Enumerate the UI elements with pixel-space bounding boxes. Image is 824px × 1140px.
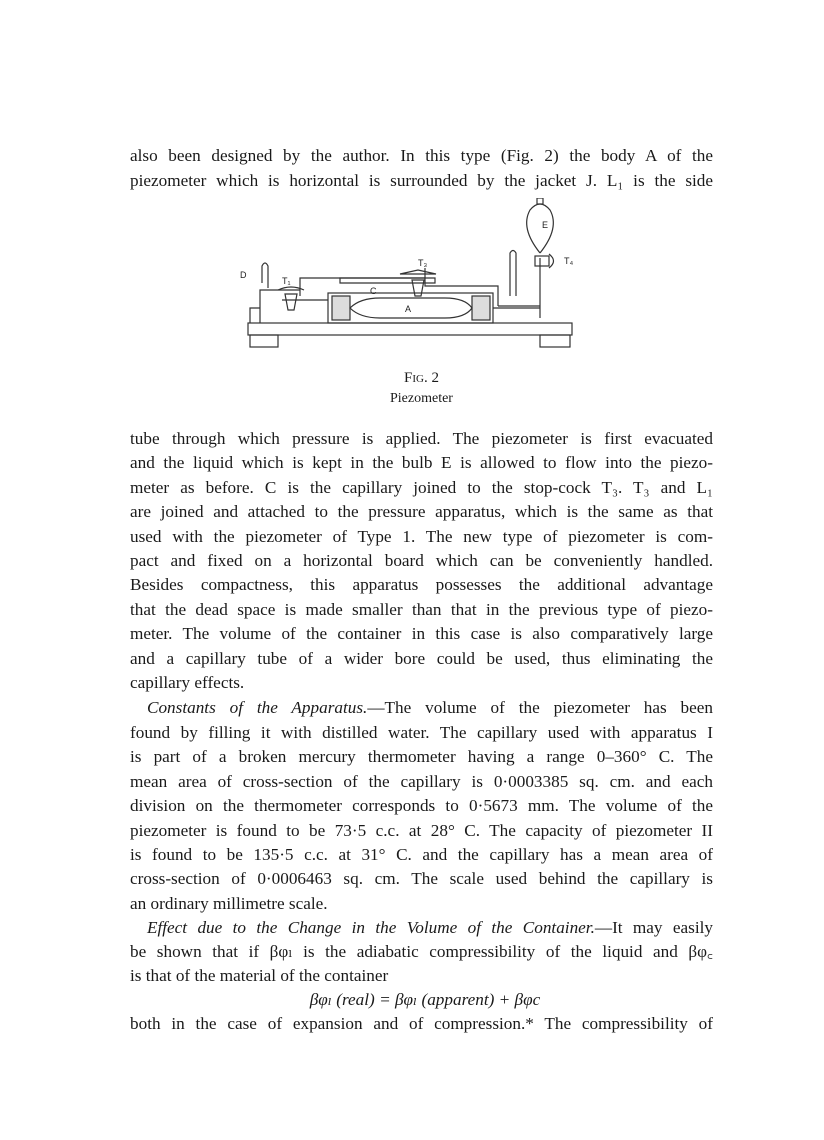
text-line: division on the thermometer corresponds to 0·5673 mm. The volume of the	[130, 796, 713, 816]
text-span: —The volume of the piezometer has been	[367, 698, 713, 717]
text-line: both in the case of expansion and of compression.* The compressibility of	[130, 1014, 713, 1033]
label-d: D	[240, 270, 247, 280]
label-t3: T₃	[418, 258, 428, 268]
tube-d	[262, 263, 268, 288]
text-line: is found to be 135·5 c.c. at 31° C. and the capillary has a mean area of	[130, 845, 713, 864]
text-line: piezometer is found to be 73·5 c.c. at 28° C. The capacity of piezometer II	[130, 820, 713, 840]
label-c: C	[370, 286, 377, 296]
text-line: is part of a broken mercury thermometer having a range 0–360° C. The	[130, 747, 713, 767]
text-line: that the dead space is made smaller than that in the previous type of piezo-	[130, 599, 713, 619]
text-line: piezometer which is horizontal is surrounded by the jacket J. L₁ is the side	[130, 171, 713, 190]
text-line: tube through which pressure is applied. The piezometer is first evacuated	[130, 429, 713, 448]
bulb-e	[527, 204, 554, 253]
base-board	[248, 323, 572, 335]
section-heading: Effect due to the Change in the Volume of the Container.	[147, 918, 595, 937]
equation: βφₗ (real) = βφₗ (apparent) + βφc	[309, 990, 541, 1009]
label-t1: T₁	[282, 276, 291, 286]
label-t4: T₄	[564, 256, 574, 266]
text-line: and the liquid which is kept in the bulb E is allowed to flow into the piezo-	[130, 453, 713, 473]
text-line: meter as before. C is the capillary joined to the stop-cock T₃. T₃ and L₁	[130, 477, 713, 497]
figure-subcaption: Piezometer	[390, 391, 453, 406]
text-line: used with the piezometer of Type 1. The new type of piezometer is com-	[130, 526, 713, 546]
piezometer-figure	[240, 198, 580, 363]
text-line: meter. The volume of the container in this case is also comparatively large	[130, 624, 713, 644]
text-line: cross-section of 0·0006463 sq. cm. The scale used behind the capillary is	[130, 869, 713, 889]
text-line: capillary effects.	[130, 673, 245, 692]
text-line: Besides compactness, this apparatus possesses the additional advantage	[130, 575, 713, 595]
section-heading: Constants of the Apparatus.	[147, 698, 368, 717]
label-a: A	[405, 304, 412, 314]
text-line: are joined and attached to the pressure apparatus, which is the same as that	[130, 502, 713, 522]
text-line: mean area of cross-section of the capillary is 0·0003385 sq. cm. and each	[130, 771, 713, 791]
text-line: pact and fixed on a horizontal board which can be conveniently handled.	[130, 551, 713, 570]
text-line: also been designed by the author. In this type (Fig. 2) the body A of the	[130, 146, 713, 165]
text-line: an ordinary millimetre scale.	[130, 893, 328, 913]
label-e: E	[542, 220, 549, 230]
text-line: is that of the material of the container	[130, 966, 389, 985]
text-line	[147, 916, 713, 940]
text-span: —It may easily	[594, 918, 713, 937]
figure-caption: Fig. 2	[404, 370, 439, 386]
text-line: be shown that if βφₗ is the adiabatic compressibility of the liquid and βφ꜀	[130, 942, 713, 961]
text-line	[147, 696, 713, 720]
text-line: and a capillary tube of a wider bore could be used, thus eliminating the	[130, 648, 713, 668]
text-line: found by filling it with distilled water. The capillary used with apparatus I	[130, 723, 713, 742]
